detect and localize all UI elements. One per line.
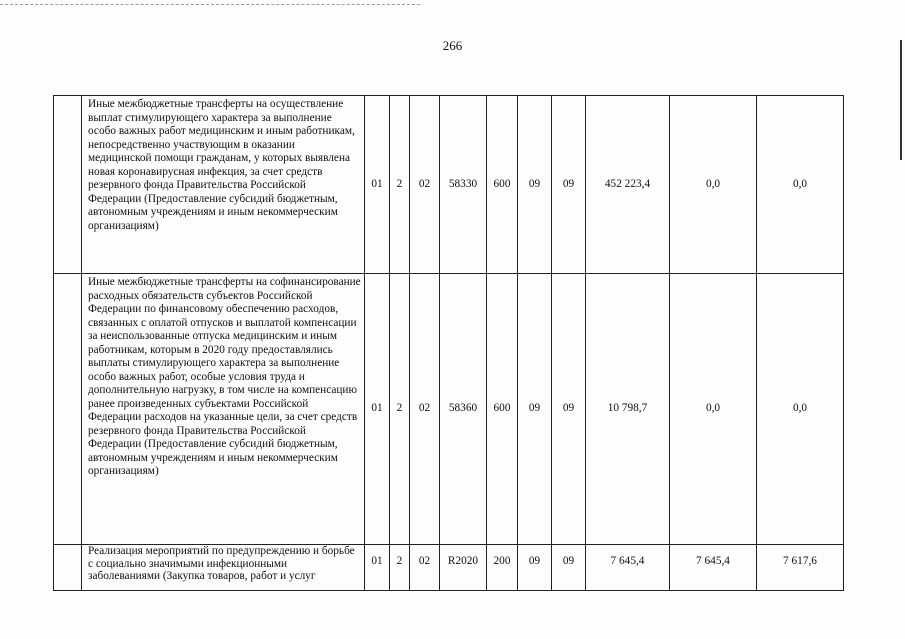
amount-year-2: 0,0 — [670, 274, 757, 545]
code-section: 09 — [518, 96, 552, 274]
code-section: 09 — [518, 545, 552, 591]
scan-top-edge-line — [0, 4, 420, 5]
code-program: 01 — [365, 545, 390, 591]
code-expense-type: 200 — [487, 545, 518, 591]
code-direction: 58330 — [440, 96, 487, 274]
code-program: 01 — [365, 96, 390, 274]
blank-cell — [54, 96, 82, 274]
code-event: 02 — [410, 545, 440, 591]
amount-year-1: 7 645,4 — [586, 545, 670, 591]
blank-cell — [54, 545, 82, 591]
code-event: 02 — [410, 274, 440, 545]
page-number: 266 — [442, 38, 463, 53]
code-event: 02 — [410, 96, 440, 274]
table-row — [54, 545, 844, 591]
code-subprogram: 2 — [390, 274, 410, 545]
code-subsection: 09 — [552, 274, 586, 545]
row-description: Иные межбюджетные трансферты на осуществление выплат стимулирующего характера за выполнение особо важных работ медицинским и иным работникам, непосредственно участвующим в оказании медицинской помощи гражданам, у которых выявлена новая коронавирусная инфекция, за счет средств резервного фонда Правительства Российской Федерации (Предоставление субсидий бюджетным, автономным учреждениям и иным некоммерческим организациям) — [82, 96, 365, 274]
blank-cell — [54, 274, 82, 545]
amount-year-3: 7 617,6 — [757, 545, 844, 591]
amount-year-3: 0,0 — [757, 96, 844, 274]
table-row — [54, 274, 844, 545]
table-row — [54, 96, 844, 274]
code-section: 09 — [518, 274, 552, 545]
code-subprogram: 2 — [390, 545, 410, 591]
amount-year-2: 7 645,4 — [670, 545, 757, 591]
amount-year-1: 10 798,7 — [586, 274, 670, 545]
code-direction: R2020 — [440, 545, 487, 591]
code-expense-type: 600 — [487, 96, 518, 274]
code-program: 01 — [365, 274, 390, 545]
budget-table — [53, 95, 844, 591]
row-description: Реализация мероприятий по предупреждению и борьбе с социально значимыми инфекционными заболеваниями (Закупка товаров, работ и услуг — [82, 545, 365, 591]
row-description: Иные межбюджетные трансферты на софинансирование расходных обязательств субъектов Российской Федерации по финансовому обеспечению расходов, связанных с оплатой отпусков и выплатой компенсации за неиспользованные отпуска медицинским и иным работникам, которым в 2020 году предоставлялись выплаты стимулирующего характера за выполнение особо важных работ, особые условия труда и дополнительную нагрузку, в том числе на компенсацию ранее произведенных субъектами Российской Федерации расходов на указанные цели, за счет средств резервного фонда Правительства Российской Федерации (Предоставление субсидий бюджетным, автономным учреждениям и иным некоммерческим организациям) — [82, 274, 365, 545]
amount-year-2: 0,0 — [670, 96, 757, 274]
amount-year-3: 0,0 — [757, 274, 844, 545]
amount-year-1: 452 223,4 — [586, 96, 670, 274]
scan-margin-mark — [900, 40, 902, 160]
code-subsection: 09 — [552, 545, 586, 591]
code-subprogram: 2 — [390, 96, 410, 274]
code-direction: 58360 — [440, 274, 487, 545]
code-expense-type: 600 — [487, 274, 518, 545]
code-subsection: 09 — [552, 96, 586, 274]
